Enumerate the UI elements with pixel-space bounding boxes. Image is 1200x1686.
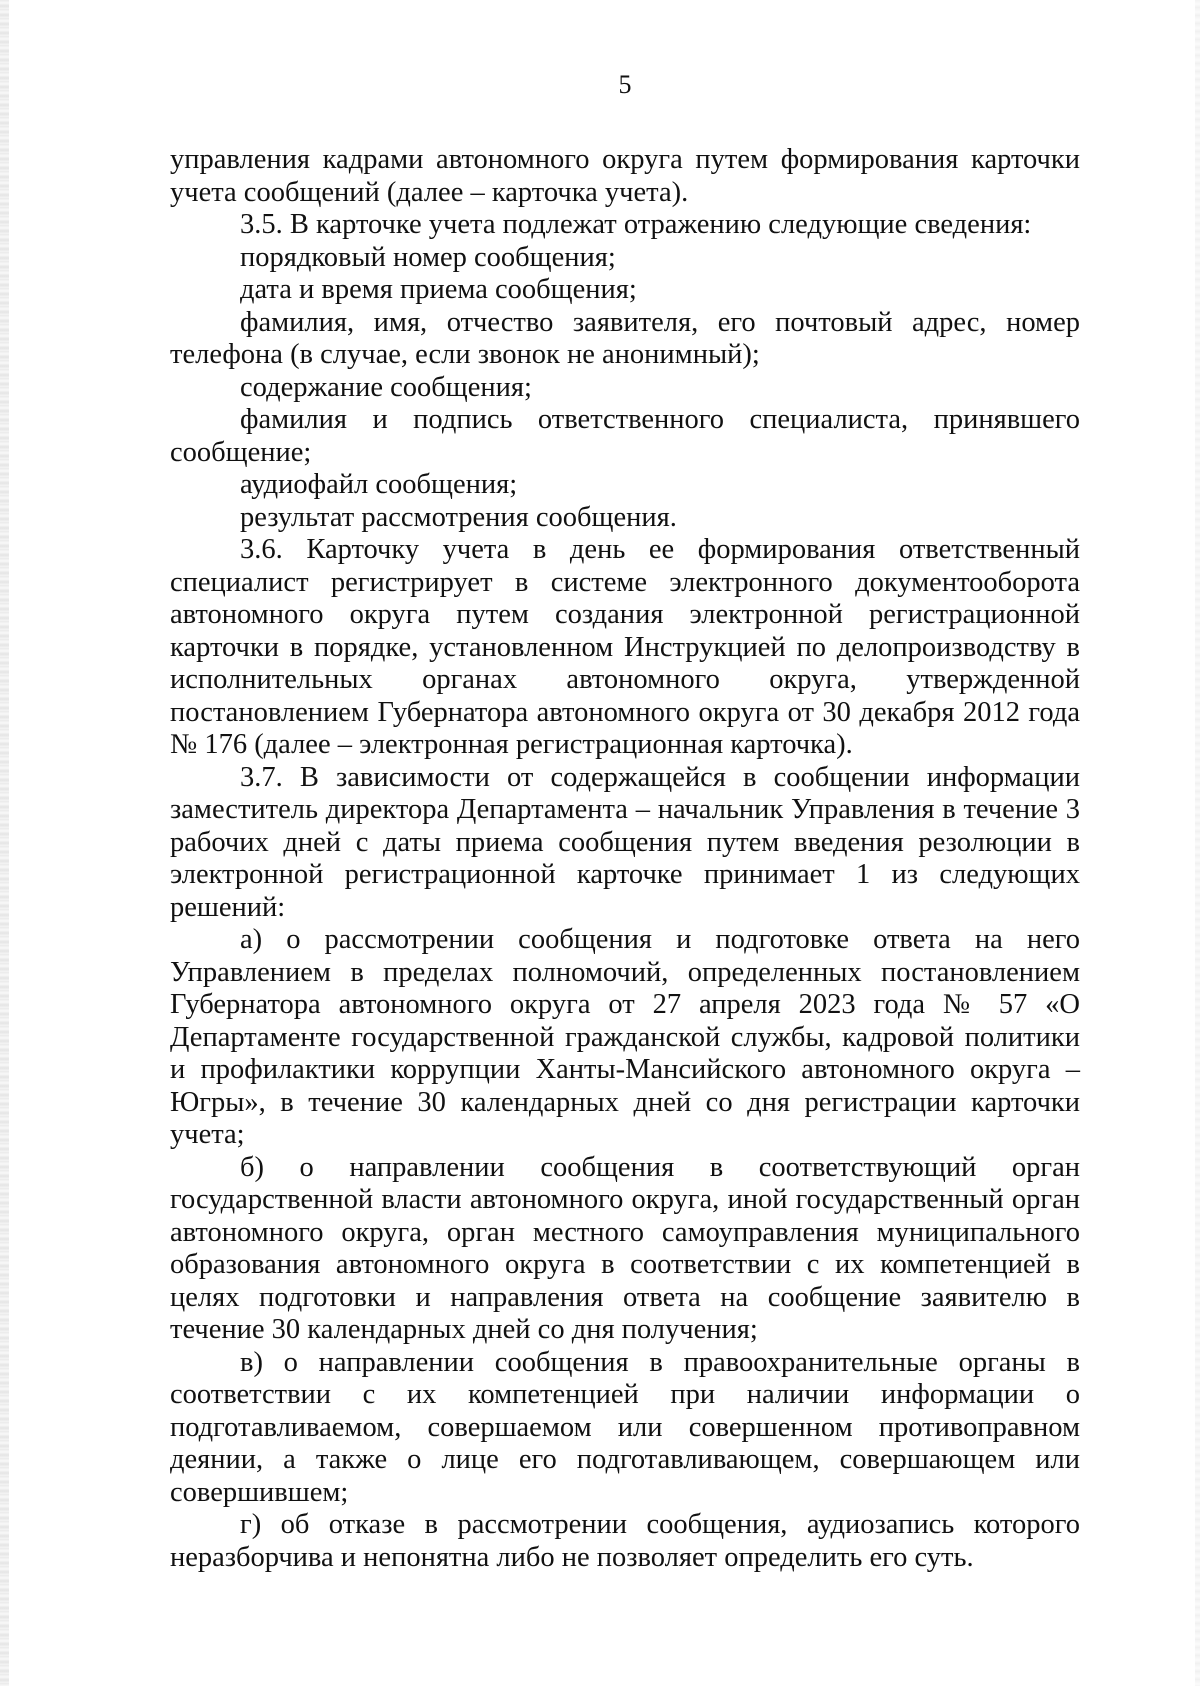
scan-edge-right: [1195, 0, 1200, 1686]
page-number: 5: [618, 70, 632, 99]
document-body: [170, 144, 1080, 1574]
paragraph: а) о рассмотрении сообщения и подготовке ответа на него Управлением в пределах полномочий, определенных постановлением Губернатора автономного округа от 27 апреля 2023 года № 57 «О Департаменте государственной гражданской службы, кадровой политики и профилактики коррупции Ханты-Мансийского автономного округа – Югры», в течение 30 календарных дней со дня регистрации карточки учета;: [170, 924, 1080, 1150]
paragraph: б) о направлении сообщения в соответствующий орган государственной власти автономного округа, иной государственный орган автономного округа, орган местного самоуправления муниципального образования автономного округа в соответствии с их компетенцией в целях подготовки и направления ответа на сообщение заявителю в течение 30 календарных дней со дня получения;: [170, 1151, 1080, 1345]
paragraph: г) об отказе в рассмотрении сообщения, аудиозапись которого неразборчива и непонятна либо не позволяет определить его суть.: [170, 1509, 1080, 1573]
paragraph: содержание сообщения;: [240, 371, 532, 403]
paragraph: фамилия и подпись ответственного специалиста, принявшего сообщение;: [170, 404, 1080, 468]
paragraph: аудиофайл сообщения;: [240, 469, 518, 500]
paragraph: управления кадрами автономного округа путем формирования карточки учета сообщений (далее – карточка учета).: [170, 144, 1080, 208]
paragraph: в) о направлении сообщения в правоохранительные органы в соответствии с их компетенцией при наличии информации о подготавливаемом, совершаемом или совершенном противоправном деянии, а также о лице его подготавливающем, совершающем или совершившем;: [170, 1346, 1080, 1508]
paragraph: 3.6. Карточку учета в день ее формирования ответственный специалист регистрирует в системе электронного документооборота автономного округа путем создания электронной регистрационной карточки в порядке, установленном Инструкцией по делопроизводству в исполнительных органах автономного округа, утвержденной постановлением Губернатора автономного округа от 30 декабря 2012 года № 176 (далее – электронная регистрационная карточка).: [170, 534, 1080, 760]
paragraph: порядковый номер сообщения;: [240, 241, 616, 273]
paragraph: результат рассмотрения сообщения.: [240, 501, 677, 533]
paragraph: фамилия, имя, отчество заявителя, его почтовый адрес, номер телефона (в случае, если звонок не анонимный);: [170, 306, 1080, 370]
paragraph: 3.5. В карточке учета подлежат отражению следующие сведения:: [240, 209, 1032, 240]
scan-edge-left: [0, 0, 9, 1686]
paragraph: дата и время приема сообщения;: [240, 274, 637, 305]
paragraph: 3.7. В зависимости от содержащейся в сообщении информации заместитель директора Департамента – начальник Управления в течение 3 рабочих дней с даты приема сообщения путем введения резолюции в электронной регистрационной карточке принимает 1 из следующих решений:: [170, 761, 1080, 923]
